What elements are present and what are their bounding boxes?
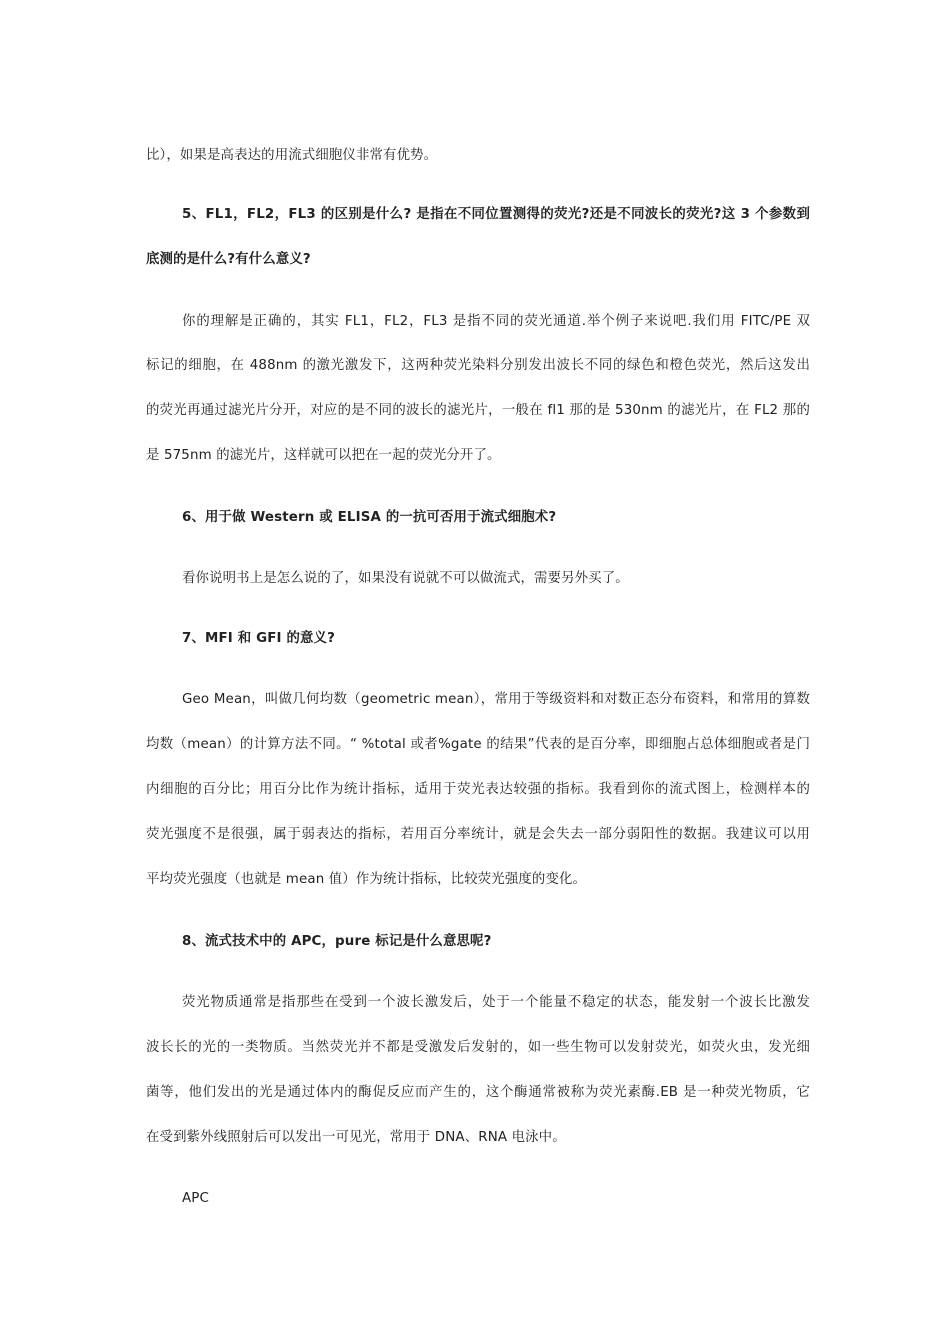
answer-5-line-3: 的荧光再通过滤光片分开，对应的是不同的波长的滤光片，一般在 fl1 那的是 530nm 的滤光片，在 FL2 那的	[146, 403, 810, 418]
answer-7-line-2: 均数（mean）的计算方法不同。“ %total 或者%gate 的结果”代表的是百分率，即细胞占总体细胞或者是门	[146, 737, 810, 752]
answer-5-line-2: 标记的细胞，在 488nm 的激光激发下，这两种荧光染料分别发出波长不同的绿色和橙色荧光，然后这发出	[146, 358, 810, 373]
apc-subheading: APC	[182, 1191, 210, 1206]
answer-7-line-5: 平均荧光强度（也就是 mean 值）作为统计指标，比较荧光强度的变化。	[146, 872, 587, 887]
answer-8-line-2: 波长长的光的一类物质。当然荧光并不都是受激发后发射的，如一些生物可以发射荧光，如荧火虫，发光细	[146, 1040, 810, 1055]
answer-8-line-1: 荧光物质通常是指那些在受到一个波长激发后，处于一个能量不稳定的状态，能发射一个波长比激发	[182, 995, 810, 1010]
answer-5-line-1: 你的理解是正确的，其实 FL1，FL2，FL3 是指不同的荧光通道.举个例子来说吧.我们用 FITC/PE 双	[182, 314, 810, 329]
answer-8-line-4: 在受到紫外线照射后可以发出一可见光，常用于 DNA、RNA 电泳中。	[146, 1130, 566, 1145]
answer-7-line-3: 内细胞的百分比；用百分比作为统计指标，适用于荧光表达较强的指标。我看到你的流式图上，检测样本的	[146, 782, 810, 797]
question-6-heading: 6、用于做 Western 或 ELISA 的一抗可否用于流式细胞术?	[182, 510, 557, 525]
paragraph-continuation: 比），如果是高表达的用流式细胞仪非常有优势。	[146, 148, 438, 163]
question-5-heading-line-2: 底测的是什么?有什么意义?	[146, 252, 311, 267]
answer-7-line-4: 荧光强度不是很强，属于弱表达的指标，若用百分率统计，就是会失去一部分弱阳性的数据。我建议可以用	[146, 827, 810, 842]
question-8-heading: 8、流式技术中的 APC，pure 标记是什么意思呢?	[182, 934, 492, 949]
answer-7-line-1: Geo Mean，叫做几何均数（geometric mean），常用于等级资料和对数正态分布资料，和常用的算数	[182, 692, 810, 707]
question-5-heading-line-1: 5、FL1，FL2，FL3 的区别是什么? 是指在不同位置测得的荧光?还是不同波长的荧光?这 3 个参数到	[182, 207, 810, 222]
question-7-heading: 7、MFI 和 GFI 的意义?	[182, 631, 335, 646]
answer-8-line-3: 菌等，他们发出的光是通过体内的酶促反应而产生的，这个酶通常被称为荧光素酶.EB 是一种荧光物质，它	[146, 1085, 810, 1100]
answer-5-line-4: 是 575nm 的滤光片，这样就可以把在一起的荧光分开了。	[146, 448, 501, 463]
answer-6: 看你说明书上是怎么说的了，如果没有说就不可以做流式，需要另外买了。	[182, 571, 629, 586]
